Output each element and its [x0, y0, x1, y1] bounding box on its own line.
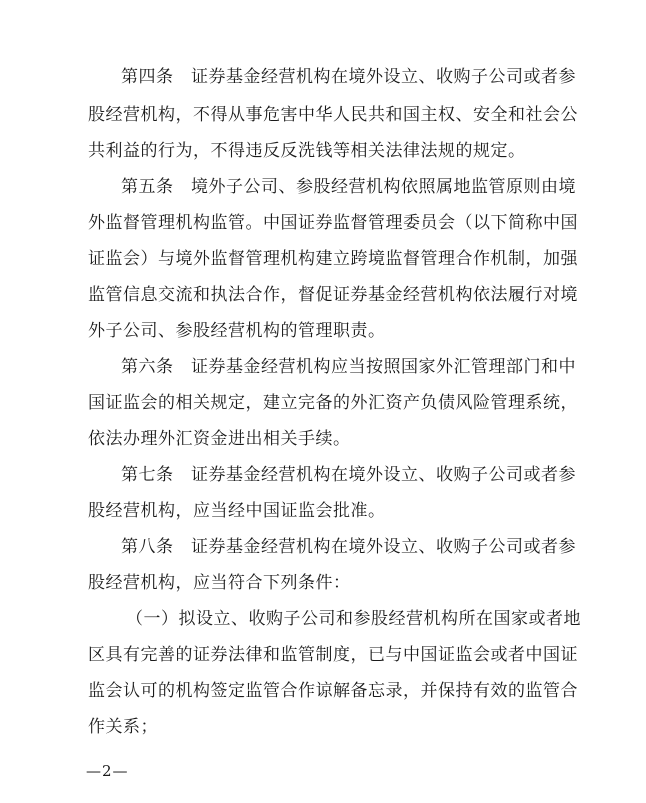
- item-1-line-3: 监会认可的机构签定监管合作谅解备忘录，并保持有效的监管合: [88, 681, 578, 701]
- article-5-line-1: 第五条 境外子公司、参股经营机构依照属地监管原则由境: [121, 177, 576, 197]
- article-6-line-2: 国证监会的相关规定，建立完备的外汇资产负债风险管理系统，: [88, 393, 578, 413]
- article-6-line-3: 依法办理外汇资金进出相关手续。: [88, 429, 351, 449]
- page-number: —2—: [86, 762, 129, 780]
- article-6-line-1: 第六条 证券基金经营机构应当按照国家外汇管理部门和中: [121, 357, 576, 377]
- article-5-line-4: 监管信息交流和执法合作，督促证券基金经营机构依法履行对境: [88, 285, 578, 305]
- article-4-line-3: 共利益的行为，不得违反反洗钱等相关法律法规的规定。: [88, 141, 526, 161]
- item-1-line-1: （一）拟设立、收购子公司和参股经营机构所在国家或者地: [126, 609, 581, 629]
- article-8-line-1: 第八条 证券基金经营机构在境外设立、收购子公司或者参: [121, 537, 576, 557]
- article-4-line-1: 第四条 证券基金经营机构在境外设立、收购子公司或者参: [121, 67, 576, 87]
- article-5-line-2: 外监督管理机构监管。中国证券监督管理委员会（以下简称中国: [88, 213, 578, 233]
- article-5-line-5: 外子公司、参股经营机构的管理职责。: [88, 321, 386, 341]
- article-8-line-2: 股经营机构，应当符合下列条件：: [88, 573, 351, 593]
- article-7-line-2: 股经营机构，应当经中国证监会批准。: [88, 501, 386, 521]
- item-1-line-4: 作关系；: [88, 717, 158, 737]
- article-5-line-3: 证监会）与境外监督管理机构建立跨境监督管理合作机制，加强: [88, 249, 578, 269]
- item-1-line-2: 区具有完善的证券法律和监管制度，已与中国证监会或者中国证: [88, 645, 578, 665]
- article-7-line-1: 第七条 证券基金经营机构在境外设立、收购子公司或者参: [121, 465, 576, 485]
- article-4-line-2: 股经营机构，不得从事危害中华人民共和国主权、安全和社会公: [88, 105, 578, 125]
